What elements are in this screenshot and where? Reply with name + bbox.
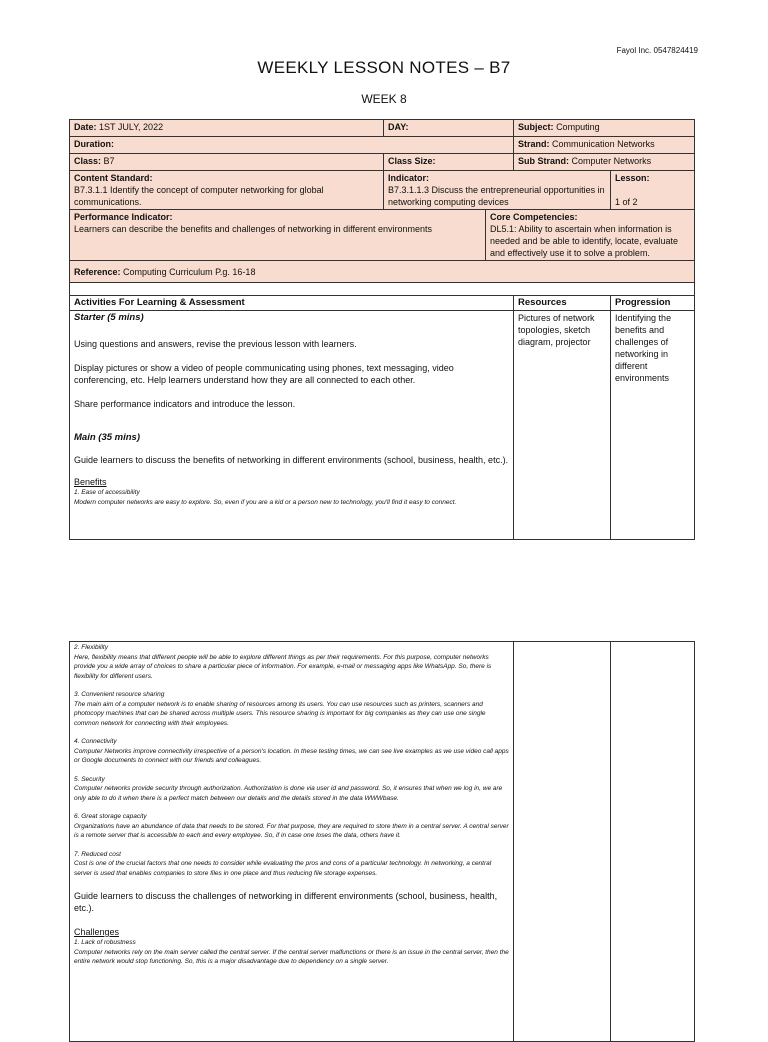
benefit-6-title: 6. Great storage capacity (74, 813, 147, 820)
starter-paragraph-1: Using questions and answers, revise the previous lesson with learners. (74, 339, 357, 349)
lesson-info-table (69, 119, 695, 540)
benefit-5-text: Computer networks provide security through authorization. Authorization is done via user id and password. So, it ensures that when we log in, we are only able to do it when there is a perfect match between our details and the details stored in the data WWWbase. (74, 785, 503, 802)
day-cell: DAY: (384, 120, 514, 137)
strand-cell: Strand: Communication Networks (514, 137, 695, 154)
duration-cell: Duration: (70, 137, 514, 154)
benefit-4-text: Computer Networks improve connectivity irrespective of a person's location. In these testing times, we can see live examples as we use video call apps or Google documents to connect with our friends and colleagues. (74, 747, 509, 764)
challenges-intro: Guide learners to discuss the challenges of networking in different environments (school, business, health, etc.). (74, 891, 498, 913)
resources-continued-cell (514, 642, 611, 1042)
starter-paragraph-3: Share performance indicators and introduce the lesson. (74, 399, 296, 409)
progression-header: Progression (611, 296, 695, 311)
spacer-row (70, 283, 695, 296)
class-cell: Class: B7 (70, 154, 384, 171)
main-title: Main (35 mins) (74, 432, 140, 443)
activities-continued-table (69, 641, 695, 1042)
activities-continued-cell (70, 642, 514, 1042)
subject-cell: Subject: Computing (514, 120, 695, 137)
author-credit: Fayol Inc. 0547824419 (616, 46, 698, 55)
benefit-2-title: 2. Flexibility (74, 644, 108, 651)
benefit-7-text: Cost is one of the crucial factors that one needs to consider while evaluating the pros and cons of a particular technology. In networking, a central server is used that enables companies to store files in one place and thus reducing file storage expenses. (74, 860, 492, 877)
performance-indicator-cell: Performance Indicator: Learners can describe the benefits and challenges of networking in different environments (70, 210, 486, 261)
benefit-3-text: The main aim of a computer network is to enable sharing of resources among its users. You can use resources such as printers, scanners and photocopy machines that can be shared across multiple users. This resource sharing is important for big companies as they can use one single common network for connecting with their employees. (74, 700, 486, 727)
challenges-heading: Challenges (74, 927, 120, 937)
indicator-cell: Indicator: B7.3.1.1.3 Discuss the entrepreneurial opportunities in networking computing devices (384, 171, 611, 210)
benefit-3-title: 3. Convenient resource sharing (74, 691, 165, 698)
document-title: WEEKLY LESSON NOTES – B7 (257, 58, 511, 77)
main-paragraph-1: Guide learners to discuss the benefits of networking in different environments (school, business, health, etc.). (74, 455, 509, 465)
benefits-heading: Benefits (74, 477, 107, 487)
lesson-cell: Lesson: 1 of 2 (611, 171, 695, 210)
sub-strand-cell: Sub Strand: Computer Networks (514, 154, 695, 171)
resources-header: Resources (514, 296, 611, 311)
starter-title: Starter (5 mins) (74, 312, 144, 323)
activities-cell (70, 311, 514, 540)
resources-cell: Pictures of network topologies, sketch diagram, projector (514, 311, 611, 540)
benefit-1-title: 1. Ease of accessibility (74, 489, 140, 496)
week-label: WEEK 8 (361, 92, 407, 106)
benefit-2-text: Here, flexibility means that different people will be able to explore different things as per their requirements. For this purpose, computer networks provide you a wide array of choices to share a particular piece of information. For example, e-mail or messaging apps like WhatsApp. So, there is flexibility for different users. (74, 653, 492, 680)
benefit-6-text: Organizations have an abundance of data that needs to be stored. For that purpose, they are required to store them in a central server. A central server is a remote server that is accessible to each and every employee. So, if in case one loses the data, others have it. (74, 822, 509, 839)
challenge-1-text: Computer networks rely on the main server called the central server. If the central server malfunctions or there is an issue in the central server, then the entire network would stop functioning. So, this is a major disadvantage due to dependency on a single server. (74, 948, 509, 965)
starter-paragraph-2: Display pictures or show a video of people communicating using phones, text messaging, video conferencing, etc. Help learners understand how they are all connected to each other. (74, 363, 454, 385)
benefit-7-title: 7. Reduced cost (74, 850, 121, 858)
benefit-4-title: 4. Connectivity (74, 738, 117, 745)
progression-cell: Identifying the benefits and challenges of networking in different environments (611, 311, 695, 540)
date-cell: Date: 1ST JULY, 2022 (70, 120, 384, 137)
reference-cell: Reference: Computing Curriculum P.g. 16-18 (70, 261, 695, 283)
content-standard-cell: Content Standard: B7.3.1.1 Identify the concept of computer networking for global communications. (70, 171, 384, 210)
activities-header: Activities For Learning & Assessment (70, 296, 514, 311)
benefit-1-text: Modern computer networks are easy to explore. So, even if you are a kid or a person new to technology, you'll find it easy to connect. (74, 498, 457, 506)
benefit-5-title: 5. Security (74, 775, 105, 783)
challenge-1-title: 1. Lack of robustness (74, 939, 136, 946)
class-size-cell: Class Size: (384, 154, 514, 171)
core-competencies-cell: Core Competencies: DL5.1: Ability to ascertain when information is needed and be able to identify, locate, evaluate and effectively use it to solve a problem. (486, 210, 695, 261)
progression-continued-cell (611, 642, 695, 1042)
